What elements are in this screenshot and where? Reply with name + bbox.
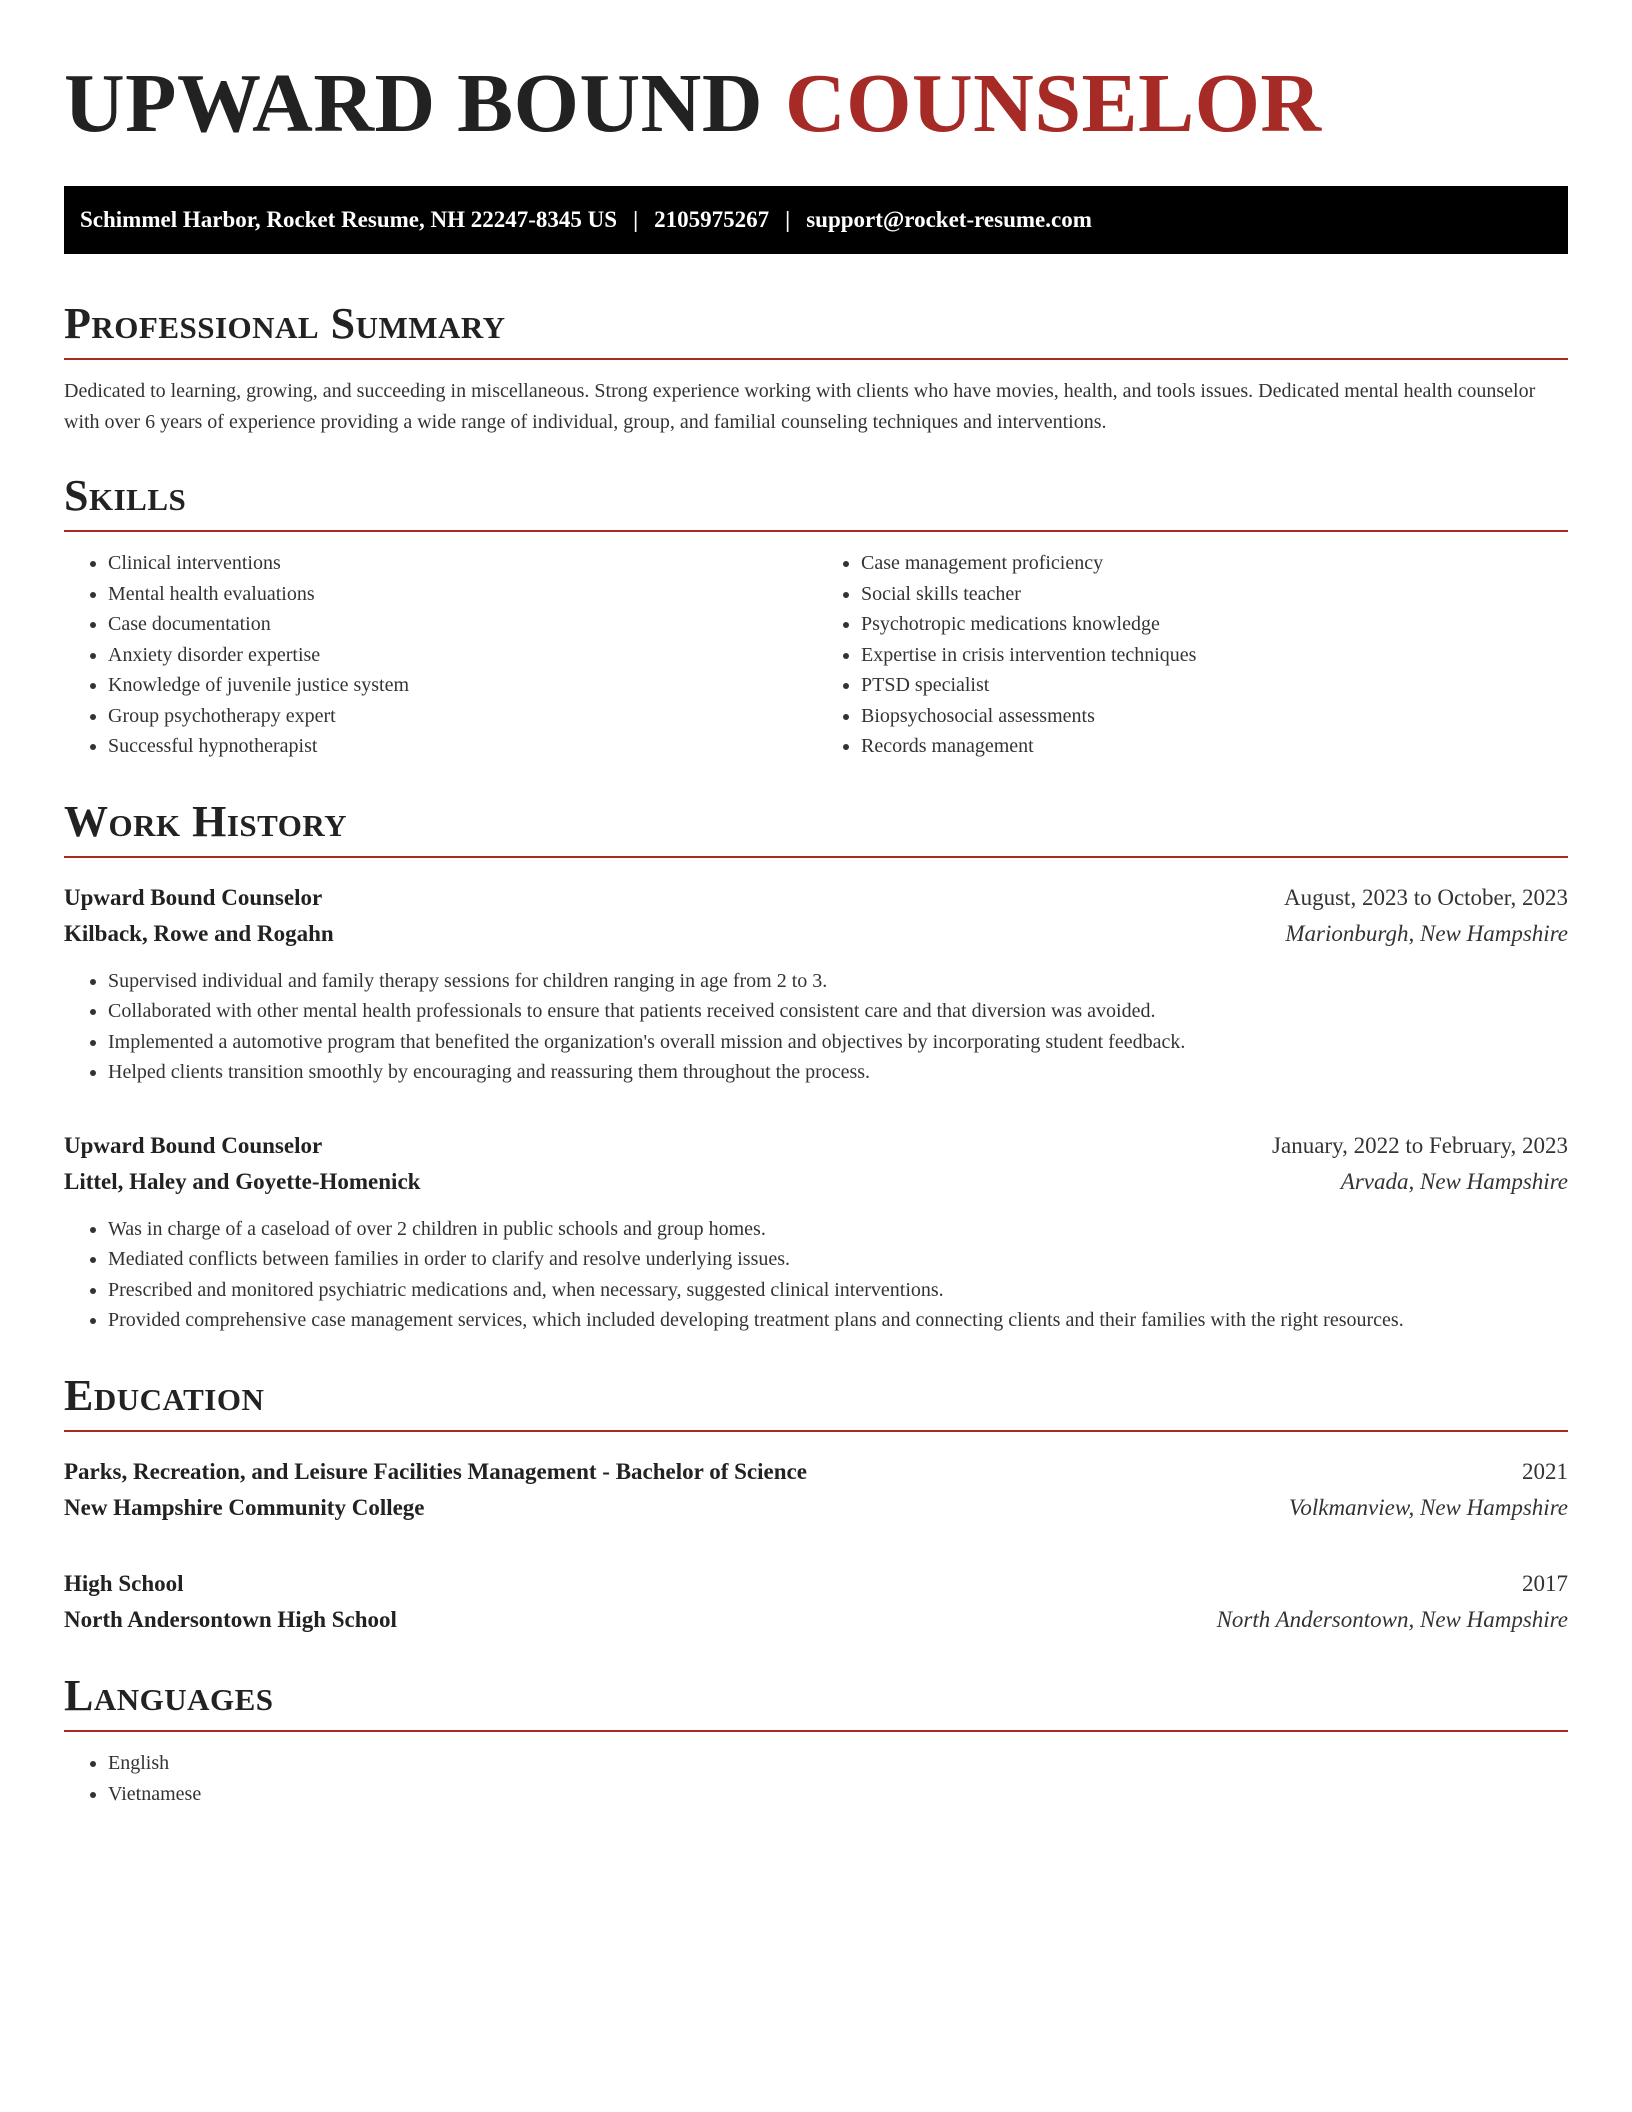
skills-section	[64, 471, 1568, 762]
education-degree: High School	[64, 1570, 184, 1596]
skill-item: • Social skills teacher	[861, 579, 1568, 610]
job-company-row	[64, 1164, 1568, 1200]
job-entry	[64, 1128, 1568, 1336]
work-history-section	[64, 796, 1568, 1336]
skills-title: Skills	[64, 474, 1568, 532]
skills-column-2	[815, 548, 1568, 762]
education-school-row	[64, 1602, 1568, 1638]
skills-column-1	[64, 548, 815, 762]
job-header-row	[64, 880, 1568, 916]
job-bullets	[64, 966, 1568, 1088]
job-location: Marionburgh, New Hampshire	[1285, 920, 1568, 946]
skill-item: • Clinical interventions	[108, 548, 815, 579]
education-entry	[64, 1454, 1568, 1526]
job-bullet: • Mediated conflicts between families in order to clarify and resolve underlying issues.	[108, 1244, 1568, 1275]
job-bullet: • Implemented a automotive program that benefited the organization's overall mission and objectives by incorporating student feedback.	[108, 1027, 1568, 1058]
education-school-row	[64, 1490, 1568, 1526]
job-bullet: • Collaborated with other mental health professionals to ensure that patients received consistent care and that diversion was avoided.	[108, 996, 1568, 1027]
education-title: Education	[64, 1374, 1568, 1432]
education-year: 2021	[1522, 1458, 1568, 1484]
education-degree-row	[64, 1566, 1568, 1602]
skill-item: • Expertise in crisis intervention techniques	[861, 640, 1568, 671]
languages-title: Languages	[64, 1674, 1568, 1732]
skill-item: • Successful hypnotherapist	[108, 731, 815, 762]
language-item: • English	[108, 1748, 1568, 1779]
skill-item: • Records management	[861, 731, 1568, 762]
job-bullet: • Was in charge of a caseload of over 2 children in public schools and group homes.	[108, 1214, 1568, 1245]
name-first: UPWARD BOUND	[64, 57, 763, 150]
summary-title: Professional Summary	[64, 302, 1568, 360]
contact-bar	[64, 186, 1568, 254]
skill-item: • Mental health evaluations	[108, 579, 815, 610]
resume-name	[64, 54, 1568, 154]
job-bullet: • Helped clients transition smoothly by encouraging and reassuring them throughout the process.	[108, 1057, 1568, 1088]
education-degree: Parks, Recreation, and Leisure Facilities Management - Bachelor of Science	[64, 1458, 807, 1484]
contact-phone: 2105975267	[654, 207, 770, 232]
job-bullets	[64, 1214, 1568, 1336]
name-last: COUNSELOR	[785, 57, 1322, 150]
skill-item: • Case documentation	[108, 609, 815, 640]
job-location: Arvada, New Hampshire	[1340, 1168, 1568, 1194]
skill-item: • Group psychotherapy expert	[108, 701, 815, 732]
education-location: Volkmanview, New Hampshire	[1288, 1494, 1568, 1520]
education-school: North Andersontown High School	[64, 1606, 397, 1632]
education-location: North Andersontown, New Hampshire	[1216, 1606, 1568, 1632]
summary-section	[64, 299, 1568, 438]
skill-item: • PTSD specialist	[861, 670, 1568, 701]
education-year: 2017	[1522, 1570, 1568, 1596]
skills-columns	[64, 548, 1568, 762]
job-dates: January, 2022 to February, 2023	[1272, 1132, 1568, 1158]
job-company: Kilback, Rowe and Rogahn	[64, 920, 334, 946]
work-history-title: Work History	[64, 800, 1568, 858]
skill-item: • Anxiety disorder expertise	[108, 640, 815, 671]
education-school: New Hampshire Community College	[64, 1494, 425, 1520]
job-role: Upward Bound Counselor	[64, 884, 323, 910]
job-company-row	[64, 916, 1568, 952]
education-degree-row	[64, 1454, 1568, 1490]
education-entry	[64, 1566, 1568, 1638]
job-bullet: • Provided comprehensive case management services, which included developing treatment plans and connecting clients and their families with the right resources.	[108, 1305, 1568, 1336]
skill-item: • Knowledge of juvenile justice system	[108, 670, 815, 701]
skill-item: • Case management proficiency	[861, 548, 1568, 579]
job-role: Upward Bound Counselor	[64, 1132, 323, 1158]
job-entry	[64, 880, 1568, 1088]
contact-email: support@rocket-resume.com	[806, 207, 1092, 232]
job-dates: August, 2023 to October, 2023	[1284, 884, 1568, 910]
education-section	[64, 1370, 1568, 1638]
job-bullet: • Supervised individual and family therapy sessions for children ranging in age from 2 to 3.	[108, 966, 1568, 997]
job-bullet: • Prescribed and monitored psychiatric medications and, when necessary, suggested clinical interventions.	[108, 1275, 1568, 1306]
contact-separator: |	[633, 207, 639, 232]
summary-text: Dedicated to learning, growing, and succeeding in miscellaneous. Strong experience working with clients who have movies, health, and tools issues. Dedicated mental health counselor with over 6 years of experience providing a wide range of individual, group, and familial counseling techniques and interventions.	[64, 380, 1536, 433]
skill-item: • Psychotropic medications knowledge	[861, 609, 1568, 640]
skill-item: • Biopsychosocial assessments	[861, 701, 1568, 732]
contact-separator: |	[785, 207, 791, 232]
job-header-row	[64, 1128, 1568, 1164]
languages-section	[64, 1670, 1568, 1810]
contact-address: Schimmel Harbor, Rocket Resume, NH 22247-8345 US	[80, 207, 618, 232]
job-company: Littel, Haley and Goyette-Homenick	[64, 1168, 421, 1194]
languages-list	[64, 1748, 1568, 1810]
language-item: • Vietnamese	[108, 1779, 1568, 1810]
